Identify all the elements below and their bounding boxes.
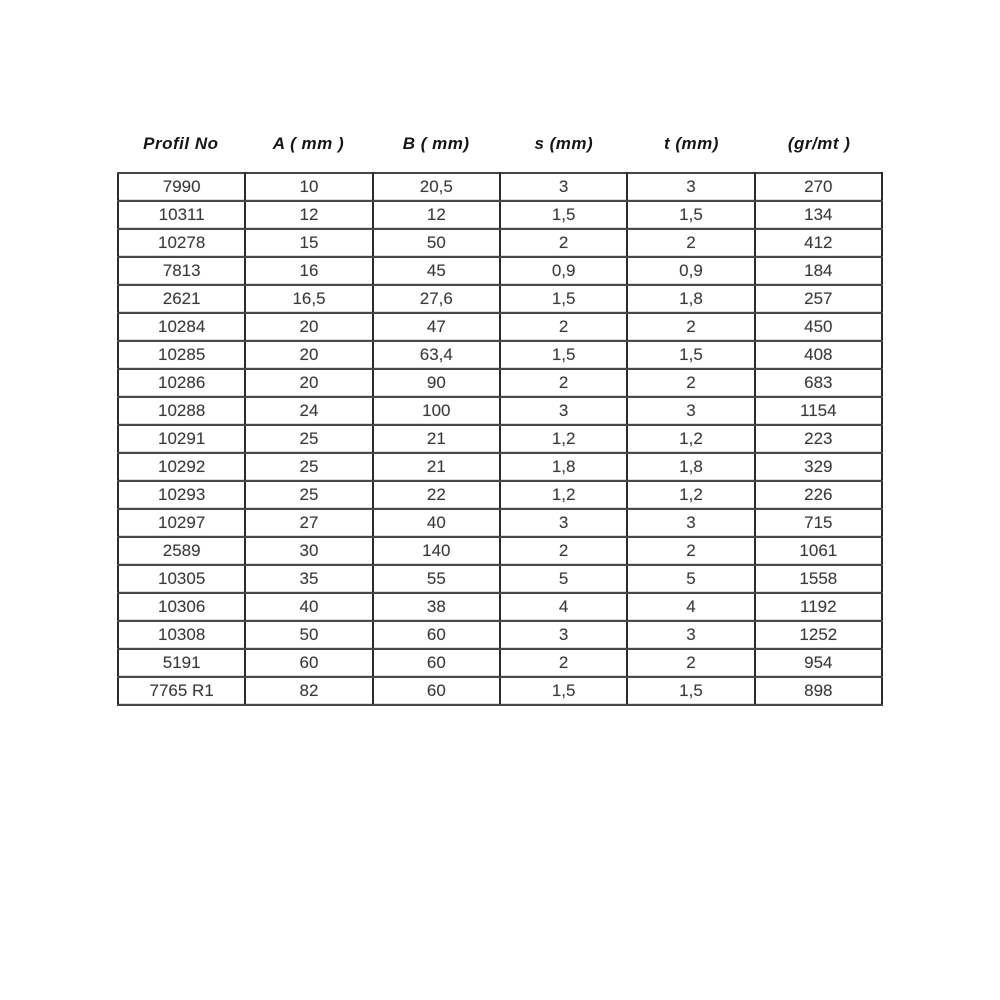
cell-b_mm: 60 — [373, 677, 500, 705]
cell-a_mm: 30 — [245, 537, 372, 565]
cell-gr_mt: 1192 — [755, 593, 882, 621]
table-row — [118, 509, 882, 537]
cell-t_mm: 0,9 — [627, 257, 754, 285]
cell-profil_no: 7813 — [118, 257, 245, 285]
table-row — [118, 565, 882, 593]
table-header-row — [117, 130, 883, 158]
cell-s_mm: 3 — [500, 397, 627, 425]
cell-gr_mt: 408 — [755, 341, 882, 369]
cell-a_mm: 16,5 — [245, 285, 372, 313]
cell-gr_mt: 226 — [755, 481, 882, 509]
table-row — [118, 369, 882, 397]
cell-t_mm: 1,5 — [627, 201, 754, 229]
cell-b_mm: 22 — [373, 481, 500, 509]
header-a-mm: A ( mm ) — [272, 134, 345, 153]
cell-a_mm: 16 — [245, 257, 372, 285]
table-row — [118, 313, 882, 341]
cell-s_mm: 1,2 — [500, 425, 627, 453]
cell-b_mm: 27,6 — [373, 285, 500, 313]
table-row — [118, 537, 882, 565]
cell-profil_no: 10297 — [118, 509, 245, 537]
cell-gr_mt: 715 — [755, 509, 882, 537]
cell-b_mm: 50 — [373, 229, 500, 257]
cell-s_mm: 1,5 — [500, 677, 627, 705]
cell-a_mm: 24 — [245, 397, 372, 425]
cell-profil_no: 2589 — [118, 537, 245, 565]
table-row — [118, 425, 882, 453]
cell-profil_no: 10306 — [118, 593, 245, 621]
cell-t_mm: 2 — [627, 369, 754, 397]
table-row — [118, 229, 882, 257]
cell-s_mm: 1,2 — [500, 481, 627, 509]
cell-t_mm: 1,5 — [627, 341, 754, 369]
table-row — [118, 621, 882, 649]
header-b-mm: B ( mm) — [402, 134, 470, 153]
cell-a_mm: 12 — [245, 201, 372, 229]
cell-profil_no: 10293 — [118, 481, 245, 509]
cell-profil_no: 10288 — [118, 397, 245, 425]
cell-profil_no: 10286 — [118, 369, 245, 397]
cell-t_mm: 1,8 — [627, 453, 754, 481]
cell-profil_no: 7765 R1 — [118, 677, 245, 705]
header-t-mm: t (mm) — [664, 134, 719, 153]
cell-b_mm: 60 — [373, 649, 500, 677]
table-row — [118, 341, 882, 369]
cell-s_mm: 5 — [500, 565, 627, 593]
cell-b_mm: 20,5 — [373, 173, 500, 201]
cell-a_mm: 20 — [245, 369, 372, 397]
cell-gr_mt: 184 — [755, 257, 882, 285]
cell-t_mm: 4 — [627, 593, 754, 621]
cell-profil_no: 10291 — [118, 425, 245, 453]
cell-profil_no: 10292 — [118, 453, 245, 481]
cell-gr_mt: 1558 — [755, 565, 882, 593]
cell-gr_mt: 257 — [755, 285, 882, 313]
cell-b_mm: 45 — [373, 257, 500, 285]
cell-gr_mt: 1061 — [755, 537, 882, 565]
cell-t_mm: 3 — [627, 173, 754, 201]
cell-gr_mt: 329 — [755, 453, 882, 481]
cell-a_mm: 40 — [245, 593, 372, 621]
cell-gr_mt: 412 — [755, 229, 882, 257]
cell-s_mm: 1,5 — [500, 285, 627, 313]
table-row — [118, 285, 882, 313]
table-row — [118, 453, 882, 481]
cell-profil_no: 10305 — [118, 565, 245, 593]
cell-s_mm: 3 — [500, 173, 627, 201]
cell-s_mm: 2 — [500, 649, 627, 677]
cell-t_mm: 1,8 — [627, 285, 754, 313]
table-row — [118, 593, 882, 621]
cell-b_mm: 47 — [373, 313, 500, 341]
cell-s_mm: 3 — [500, 621, 627, 649]
cell-s_mm: 2 — [500, 537, 627, 565]
cell-t_mm: 3 — [627, 509, 754, 537]
cell-t_mm: 1,2 — [627, 425, 754, 453]
cell-gr_mt: 683 — [755, 369, 882, 397]
cell-profil_no: 7990 — [118, 173, 245, 201]
cell-a_mm: 20 — [245, 341, 372, 369]
cell-b_mm: 38 — [373, 593, 500, 621]
header-gr-mt: (gr/mt ) — [787, 134, 851, 153]
cell-s_mm: 1,5 — [500, 201, 627, 229]
cell-b_mm: 21 — [373, 453, 500, 481]
cell-gr_mt: 1154 — [755, 397, 882, 425]
cell-profil_no: 5191 — [118, 649, 245, 677]
cell-t_mm: 2 — [627, 313, 754, 341]
header-s-mm: s (mm) — [534, 134, 594, 153]
cell-t_mm: 3 — [627, 621, 754, 649]
cell-b_mm: 63,4 — [373, 341, 500, 369]
cell-profil_no: 10278 — [118, 229, 245, 257]
table-row — [118, 397, 882, 425]
cell-b_mm: 60 — [373, 621, 500, 649]
cell-s_mm: 2 — [500, 313, 627, 341]
cell-s_mm: 0,9 — [500, 257, 627, 285]
cell-t_mm: 2 — [627, 649, 754, 677]
cell-s_mm: 2 — [500, 229, 627, 257]
cell-gr_mt: 270 — [755, 173, 882, 201]
cell-b_mm: 21 — [373, 425, 500, 453]
cell-t_mm: 1,5 — [627, 677, 754, 705]
cell-a_mm: 20 — [245, 313, 372, 341]
table-row — [118, 677, 882, 705]
cell-profil_no: 10311 — [118, 201, 245, 229]
header-profil-no: Profil No — [143, 134, 219, 153]
table-row — [118, 481, 882, 509]
cell-s_mm: 4 — [500, 593, 627, 621]
profile-spec-table — [117, 172, 883, 706]
cell-a_mm: 25 — [245, 453, 372, 481]
cell-b_mm: 100 — [373, 397, 500, 425]
table-row — [118, 257, 882, 285]
cell-profil_no: 10284 — [118, 313, 245, 341]
cell-a_mm: 35 — [245, 565, 372, 593]
cell-b_mm: 12 — [373, 201, 500, 229]
cell-a_mm: 15 — [245, 229, 372, 257]
table-row — [118, 201, 882, 229]
cell-t_mm: 1,2 — [627, 481, 754, 509]
cell-t_mm: 5 — [627, 565, 754, 593]
cell-b_mm: 90 — [373, 369, 500, 397]
cell-a_mm: 25 — [245, 481, 372, 509]
cell-b_mm: 40 — [373, 509, 500, 537]
cell-a_mm: 82 — [245, 677, 372, 705]
table-row — [118, 649, 882, 677]
cell-a_mm: 25 — [245, 425, 372, 453]
profile-spec-table-body — [118, 173, 882, 705]
cell-gr_mt: 954 — [755, 649, 882, 677]
cell-a_mm: 10 — [245, 173, 372, 201]
cell-gr_mt: 450 — [755, 313, 882, 341]
cell-gr_mt: 134 — [755, 201, 882, 229]
cell-t_mm: 2 — [627, 537, 754, 565]
cell-t_mm: 2 — [627, 229, 754, 257]
cell-a_mm: 27 — [245, 509, 372, 537]
cell-b_mm: 55 — [373, 565, 500, 593]
cell-a_mm: 60 — [245, 649, 372, 677]
table-row — [118, 173, 882, 201]
cell-profil_no: 10308 — [118, 621, 245, 649]
cell-b_mm: 140 — [373, 537, 500, 565]
cell-profil_no: 10285 — [118, 341, 245, 369]
cell-a_mm: 50 — [245, 621, 372, 649]
cell-profil_no: 2621 — [118, 285, 245, 313]
cell-s_mm: 1,5 — [500, 341, 627, 369]
cell-s_mm: 3 — [500, 509, 627, 537]
cell-s_mm: 1,8 — [500, 453, 627, 481]
cell-gr_mt: 223 — [755, 425, 882, 453]
cell-gr_mt: 1252 — [755, 621, 882, 649]
cell-gr_mt: 898 — [755, 677, 882, 705]
cell-t_mm: 3 — [627, 397, 754, 425]
cell-s_mm: 2 — [500, 369, 627, 397]
